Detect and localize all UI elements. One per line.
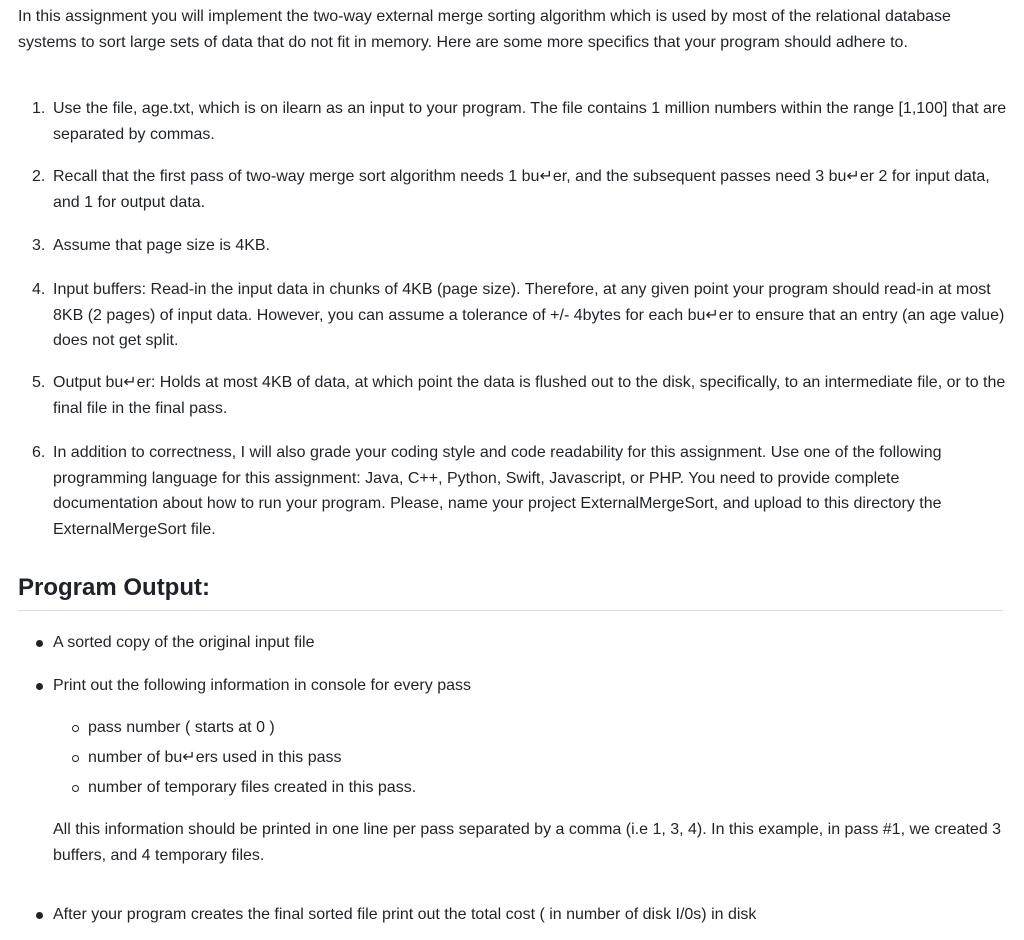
program-output-list bbox=[18, 630, 1008, 928]
requirement-text: Input buffers: Read-in the input data in chunks of 4KB (page size). Therefore, at any given point your program should read-in at most 8KB (2 pages) of input data. However, you can assume a tolerance of +/- 4bytes for each bu↵er to ensure that an entry (an age value) does not get split. bbox=[53, 281, 1005, 350]
output-item-print-info bbox=[18, 673, 1008, 902]
sub-item-buffers-used bbox=[53, 745, 1008, 775]
output-item-text: Print out the following information in console for every pass bbox=[53, 677, 471, 694]
pass-info-list bbox=[53, 715, 1008, 805]
intro-paragraph: In this assignment you will implement the two-way external merge sorting algorithm which is used by most of the relational database systems to sort large sets of data that do not fit in memory. Here are some more specifics that your program should adhere to. bbox=[18, 8, 951, 51]
requirement-item bbox=[18, 96, 1008, 164]
hollow-bullet-icon bbox=[72, 785, 79, 792]
output-item-text: A sorted copy of the original input file bbox=[53, 634, 315, 651]
output-item-text: After your program creates the final sorted file print out the total cost ( in number of disk I/0s) in disk bbox=[53, 906, 757, 923]
bullet-icon bbox=[36, 640, 43, 647]
requirement-number: 4. bbox=[32, 281, 46, 298]
requirement-item bbox=[18, 440, 1008, 542]
hollow-bullet-icon bbox=[72, 725, 79, 732]
requirement-number: 2. bbox=[32, 168, 46, 185]
requirement-number: 5. bbox=[32, 374, 46, 391]
requirement-text: In addition to correctness, I will also grade your coding style and code readability for this assignment. Use one of the following programming language for this assignment: Java, C++, Python, Swift, Javascript, or PHP. You need to provide complete documentation about how to run your program. Please, name your project ExternalMergeSort, and upload to this directory the ExternalMergeSort file. bbox=[53, 444, 942, 538]
requirement-number: 1. bbox=[32, 100, 46, 117]
sub-item-text: number of bu↵ers used in this pass bbox=[88, 749, 342, 766]
sub-item-text: number of temporary files created in this pass. bbox=[88, 779, 417, 796]
requirement-item bbox=[18, 370, 1008, 440]
requirement-item bbox=[18, 164, 1008, 233]
hollow-bullet-icon bbox=[72, 755, 79, 762]
bullet-icon bbox=[36, 683, 43, 690]
requirement-text: Output bu↵er: Holds at most 4KB of data, at which point the data is flushed out to the disk, specifically, to an intermediate file, or to the final file in the final pass. bbox=[53, 374, 1006, 417]
sub-item-temp-files bbox=[53, 775, 1008, 805]
requirement-item bbox=[18, 233, 1008, 277]
requirement-number: 6. bbox=[32, 444, 46, 461]
output-item-total-cost bbox=[18, 902, 1008, 928]
output-item-sorted-copy bbox=[18, 630, 1008, 673]
requirement-number: 3. bbox=[32, 237, 46, 254]
bullet-icon bbox=[36, 912, 43, 919]
requirement-item bbox=[18, 277, 1008, 370]
requirement-text: Use the file, age.txt, which is on ilearn as an input to your program. The file contains 1 million numbers within the range [1,100] that are separated by commas. bbox=[53, 100, 1007, 143]
sub-item-text: pass number ( starts at 0 ) bbox=[88, 719, 275, 736]
requirement-text: Recall that the first pass of two-way merge sort algorithm needs 1 bu↵er, and the subsequent passes need 3 bu↵er 2 for input data, and 1 for output data. bbox=[53, 168, 990, 211]
requirements-list bbox=[18, 96, 1008, 542]
program-output-heading: Program Output: bbox=[18, 570, 1003, 611]
sub-item-pass-number bbox=[53, 715, 1008, 745]
requirement-text: Assume that page size is 4KB. bbox=[53, 237, 270, 254]
output-note: All this information should be printed in one line per pass separated by a comma (i.e 1, 3, 4). In this example, in pass #1, we created 3 buffers, and 4 temporary files. bbox=[53, 821, 1002, 864]
